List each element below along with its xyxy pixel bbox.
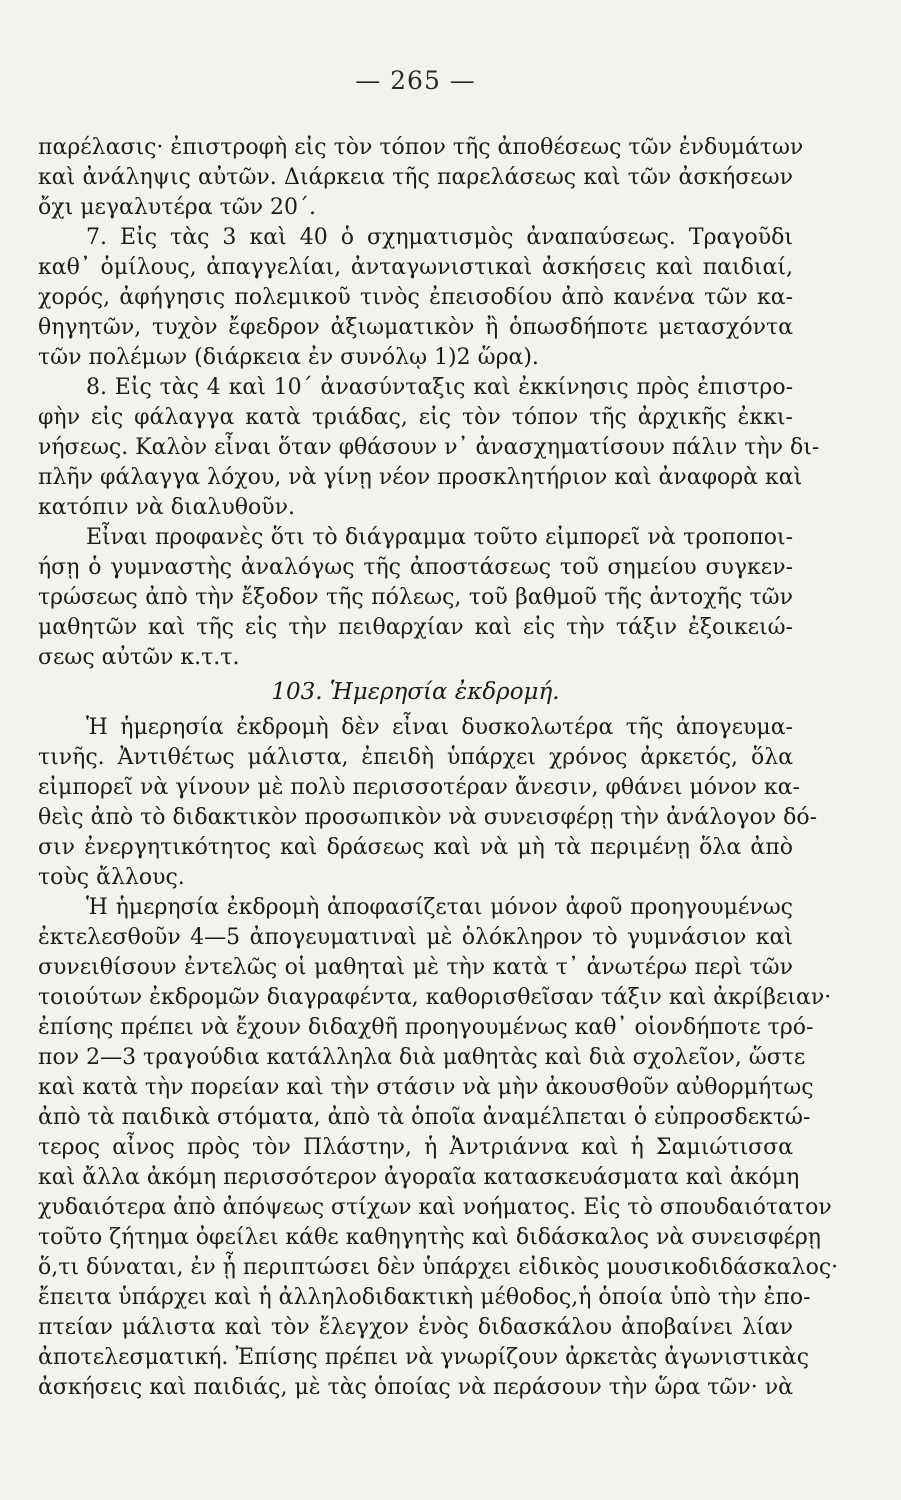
text-line: ἐκτελεσθοῦν 4—5 ἀπογευματιναὶ μὲ ὁλόκληρον τὸ γυμνάσιον καὶ <box>38 925 793 950</box>
text-line: τρώσεως ἀπὸ τὴν ἔξοδον τῆς πόλεως, τοῦ βαθμοῦ τῆς ἀντοχῆς τῶν <box>38 585 793 610</box>
text-line: ὄχι μεγαλυτέρα τῶν 20΄. <box>38 195 317 220</box>
text-line: χυδαιότερα ἀπὸ ἀπόψεως στίχων καὶ νοήματος. Εἰς τὸ σπουδαιότατον <box>38 1195 832 1220</box>
paragraph-excursion-conditions <box>38 893 839 1403</box>
text-line: θηγητῶν, τυχὸν ἔφεδρον ἀξιωματικὸν ἢ ὁπωσδήποτε μετασχόντα <box>38 315 793 340</box>
section-heading: 103. Ἡμερησία ἐκδρομή. <box>271 679 560 705</box>
text-line: τοιούτων ἐκδρομῶν διαγραφέντα, καθορισθεῖσαν τάξιν καὶ ἀκρίβειαν· <box>38 985 832 1010</box>
text-line: ἀποτελεσματική. Ἐπίσης πρέπει νὰ γνωρίζουν ἀρκετὰς ἀγωνιστικὰς <box>38 1345 810 1370</box>
text-line: πον 2—3 τραγούδια κατάλληλα διὰ μαθητὰς καὶ διὰ σχολεῖον, ὥστε <box>38 1045 806 1070</box>
text-line: ἀπὸ τὰ παιδικὰ στόματα, ἀπὸ τὰ ὁποῖα ἀναμέλπεται ὁ εὐπροσδεκτώ- <box>38 1105 811 1130</box>
text-line: 7. Εἰς τὰς 3 καὶ 40 ὁ σχηματισμὸς ἀναπαύσεως. Τραγοῦδι <box>86 225 793 250</box>
text-line: Ἡ ἡμερησία ἐκδρομὴ ἀποφασίζεται μόνον ἀφοῦ προηγουμένως <box>86 895 793 920</box>
text-line: ὅ,τι δύναται, ἐν ᾗ περιπτώσει δὲν ὑπάρχει εἰδικὸς μουσικοδιδάσκαλος· <box>38 1255 839 1280</box>
text-line: Ἡ ἡμερησία ἐκδρομὴ δὲν εἶναι δυσκολωτέρα τῆς ἀπογευμα- <box>86 715 793 740</box>
page-number: — 265 — <box>355 66 476 95</box>
text-line: καὶ κατὰ τὴν πορείαν καὶ τὴν στάσιν νὰ μὴν ἀκουσθοῦν αὐθορμήτως <box>38 1075 814 1100</box>
text-line: καθ᾽ ὁμίλους, ἀπαγγελίαι, ἀνταγωνιστικαὶ ἀσκήσεις καὶ παιδιαί, <box>38 255 793 280</box>
paragraph-daily-excursion <box>38 713 818 893</box>
text-line: ἔπειτα ὑπάρχει καὶ ἡ ἀλληλοδιδακτικὴ μέθοδος,ἡ ὁποία ὑπὸ τὴν ἐπο- <box>38 1285 811 1310</box>
text-line: καὶ ἀνάληψις αὐτῶν. Διάρκεια τῆς παρελάσεως καὶ τῶν ἀσκήσεων <box>38 165 793 190</box>
text-line: κατόπιν νὰ διαλυθοῦν. <box>38 495 295 520</box>
text-line: σιν ἐνεργητικότητος καὶ δράσεως καὶ νὰ μὴ τὰ περιμένῃ ὅλα ἀπὸ <box>38 835 793 860</box>
text-line: πλῆν φάλαγγα λόχου, νὰ γίνῃ νέον προσκλητήριον καὶ ἀναφορὰ καὶ <box>38 465 803 490</box>
text-line: 8. Εἰς τὰς 4 καὶ 10΄ ἀνασύνταξις καὶ ἐκκίνησις πρὸς ἐπιστρο- <box>86 375 793 400</box>
text-line: εἰμπορεῖ νὰ γίνουν μὲ πολὺ περισσοτέραν ἄνεσιν, φθάνει μόνον κα- <box>38 775 800 800</box>
text-line: τερος αἶνος πρὸς τὸν Πλάστην, ἡ Ἀντριάννα καὶ ἡ Σαμιώτισσα <box>38 1135 793 1160</box>
text-line: ἐπίσης πρέπει νὰ ἔχουν διδαχθῆ προηγουμένως καθ᾽ οἱονδήποτε τρό- <box>38 1015 814 1040</box>
paragraph-item-8 <box>38 373 820 523</box>
text-line: Εἶναι προφανὲς ὅτι τὸ διάγραμμα τοῦτο εἰμπορεῖ νὰ τροποποι- <box>86 525 793 550</box>
text-line: σεως αὐτῶν κ.τ.τ. <box>38 645 240 670</box>
text-line: θεὶς ἀπὸ τὸ διδακτικὸν προσωπικὸν νὰ συνεισφέρῃ τὴν ἀνάλογον δό- <box>38 805 818 830</box>
text-line: ἀσκήσεις καὶ παιδιάς, μὲ τὰς ὁποίας νὰ περάσουν τὴν ὥρα τῶν· νὰ <box>38 1375 793 1400</box>
text-line: νήσεως. Καλὸν εἶναι ὅταν φθάσουν ν᾽ ἀνασχηματίσουν πάλιν τὴν δι- <box>38 435 820 460</box>
text-line: τοὺς ἄλλους. <box>38 865 185 890</box>
text-line: χορός, ἀφήγησις πολεμικοῦ τινὸς ἐπεισοδίου ἀπὸ κανένα τῶν κα- <box>38 285 793 310</box>
text-line: φὴν εἰς φάλαγγα κατὰ τριάδας, εἰς τὸν τόπον τῆς ἀρχικῆς ἐκκι- <box>38 405 793 430</box>
paragraph-item-7 <box>38 223 793 373</box>
paragraph-diagram-note <box>38 523 793 673</box>
text-line: παρέλασις· ἐπιστροφὴ εἰς τὸν τόπον τῆς ἀποθέσεως τῶν ἐνδυμάτων <box>38 135 804 160</box>
text-line: μαθητῶν καὶ τῆς εἰς τὴν πειθαρχίαν καὶ εἰς τὴν τάξιν ἐξοικειώ- <box>38 615 793 640</box>
text-line: τοῦτο ζήτημα ὀφείλει κάθε καθηγητὴς καὶ διδάσκαλος νὰ συνεισφέρῃ <box>38 1225 821 1250</box>
text-line: συνειθίσουν ἐντελῶς οἱ μαθηταὶ μὲ τὴν κατὰ τ᾽ ἀνωτέρω περὶ τῶν <box>38 955 793 980</box>
text-line: καὶ ἄλλα ἀκόμη περισσότερον ἀγοραῖα κατασκευάσματα καὶ ἀκόμη <box>38 1165 800 1190</box>
paragraph-parade-end <box>38 133 804 223</box>
text-line: τινῆς. Ἀντιθέτως μάλιστα, ἐπειδὴ ὑπάρχει χρόνος ἀρκετός, ὅλα <box>38 745 793 770</box>
text-line: τῶν πολέμων (διάρκεια ἐν συνόλῳ 1)2 ὥρα). <box>38 345 539 370</box>
text-line: πτείαν μάλιστα καὶ τὸν ἔλεγχον ἑνὸς διδασκάλου ἀποβαίνει λίαν <box>38 1315 793 1340</box>
text-line: ήσῃ ὁ γυμναστὴς ἀναλόγως τῆς ἀποστάσεως τοῦ σημείου συγκεν- <box>38 555 793 580</box>
book-page <box>38 66 839 1403</box>
